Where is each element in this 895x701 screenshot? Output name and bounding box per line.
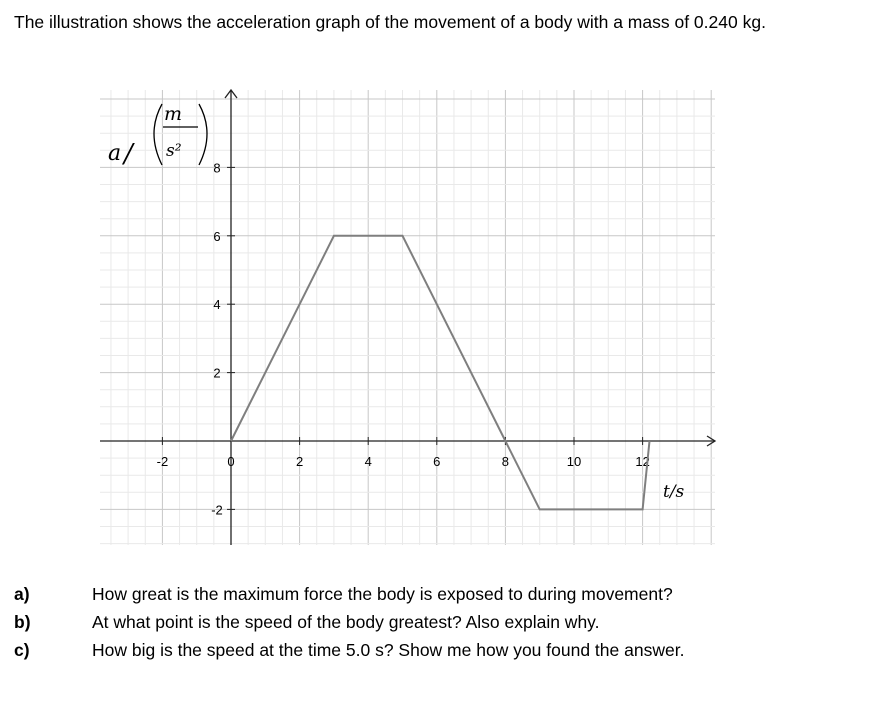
y-axis-label-m: m: [164, 103, 183, 125]
y-tick-label: -2: [211, 502, 223, 518]
x-tick-label: 8: [501, 454, 510, 469]
x-axis-label: t/s: [663, 482, 685, 502]
x-tick-label: 0: [227, 454, 235, 469]
question-text: How big is the speed at the time 5.0 s? Show me how you found the answer.: [92, 640, 685, 660]
y-tick-label: 8: [213, 160, 221, 176]
question-b: [14, 608, 874, 636]
y-tick-label: 4: [213, 297, 221, 313]
question-letter: a): [14, 584, 30, 604]
question-text: At what point is the speed of the body greatest? Also explain why.: [92, 612, 600, 632]
question-text: How great is the maximum force the body is exposed to during movement?: [92, 584, 673, 604]
y-axis-label: [105, 103, 207, 169]
y-tick-label: 6: [213, 228, 221, 244]
x-tick-label: 12: [635, 454, 650, 469]
chart-axes: [100, 90, 715, 545]
questions-list: [14, 580, 874, 664]
y-axis-label-slash: /: [124, 139, 133, 169]
x-tick-label: 2: [295, 454, 304, 469]
intro-text: The illustration shows the acceleration graph of the movement of a body with a mass of 0.240 kg.: [14, 12, 766, 32]
question-letter: b): [14, 612, 31, 632]
x-tick-label: 10: [566, 454, 582, 469]
x-tick-label: 6: [433, 454, 441, 469]
question-letter: c): [14, 640, 30, 660]
x-tick-label: -2: [156, 454, 169, 469]
chart-grid: [100, 90, 715, 545]
y-axis-label-a: a: [108, 141, 122, 166]
question-a: [14, 580, 874, 608]
y-tick-label: 2: [213, 365, 221, 381]
x-tick-label: 4: [364, 454, 372, 469]
y-axis-label-s2: s²: [166, 141, 182, 161]
y-axis-label-right-paren: [199, 104, 207, 165]
question-c: [14, 636, 874, 664]
